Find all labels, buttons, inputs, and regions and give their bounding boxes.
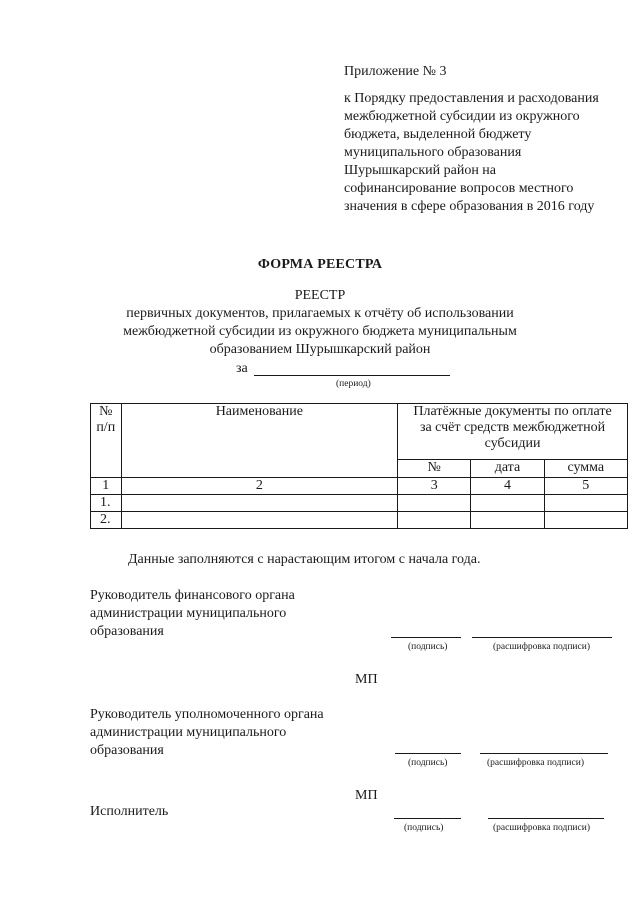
registry-line: межбюджетной субсидии из окружного бюджета муниципальным — [123, 324, 517, 339]
period-caption: (период) — [336, 379, 371, 389]
signature-line[interactable] — [391, 637, 461, 638]
annex-line: бюджета, выделенной бюджету — [344, 127, 532, 142]
period-field[interactable] — [254, 375, 450, 376]
annex-title: Приложение № 3 — [344, 64, 447, 79]
header-payment-line: Платёжные документы по оплате — [413, 404, 612, 419]
index-cell: 3 — [398, 478, 471, 495]
decoding-line[interactable] — [472, 637, 612, 638]
head-authorized-line: Руководитель уполномоченного органа — [90, 707, 324, 722]
header-name-cell — [121, 404, 398, 478]
index-cell: 5 — [544, 478, 627, 495]
row-cell-sum[interactable] — [544, 512, 627, 529]
row-number: 1. — [91, 495, 122, 512]
registry-heading-block — [60, 287, 580, 359]
row-cell-date[interactable] — [471, 512, 544, 529]
annex-block — [344, 63, 624, 216]
annex-line: значения в сфере образования в 2016 году — [344, 199, 595, 214]
row-cell-name[interactable] — [121, 495, 398, 512]
index-cell: 2 — [121, 478, 398, 495]
head-authorized-line: администрации муниципального — [90, 725, 287, 740]
decoding-caption: (расшифровка подписи) — [493, 642, 590, 652]
decoding-line[interactable] — [480, 753, 608, 754]
registry-line: образованием Шурышкарский район — [209, 342, 431, 357]
annex-line: Шурышкарский район на — [344, 163, 497, 178]
head-financial-line: образования — [90, 624, 164, 639]
decoding-caption: (расшифровка подписи) — [493, 823, 590, 833]
table-index-row — [91, 478, 628, 495]
table-row — [91, 512, 628, 529]
head-authorized-block — [90, 706, 324, 760]
header-num-cell — [91, 404, 122, 478]
head-financial-line: Руководитель финансового органа — [90, 588, 295, 603]
header-name: Наименование — [215, 404, 303, 419]
index-cell: 1 — [91, 478, 122, 495]
period-prefix: за — [236, 361, 248, 376]
seal-mark: МП — [355, 788, 378, 803]
signature-caption: (подпись) — [408, 642, 448, 652]
signature-line[interactable] — [395, 753, 461, 754]
head-financial-line: администрации муниципального — [90, 606, 287, 621]
header-doc-sum: сумма — [544, 460, 627, 478]
decoding-line[interactable] — [488, 818, 604, 819]
registry-heading: РЕЕСТР — [294, 288, 346, 303]
row-cell-name[interactable] — [121, 512, 398, 529]
header-num-line: № — [99, 404, 113, 419]
signature-line[interactable] — [394, 818, 461, 819]
header-payment-line: за счёт средств межбюджетной — [419, 420, 606, 435]
row-cell-date[interactable] — [471, 495, 544, 512]
registry-line: первичных документов, прилагаемых к отчёту об использовании — [126, 306, 514, 321]
header-num-line: п/п — [96, 420, 116, 435]
signature-caption: (подпись) — [404, 823, 444, 833]
annex-line: межбюджетной субсидии из окружного — [344, 109, 580, 124]
signature-caption: (подпись) — [408, 758, 448, 768]
fill-note: Данные заполняются с нарастающим итогом с начала года. — [128, 552, 481, 567]
row-number: 2. — [91, 512, 122, 529]
annex-line: муниципального образования — [344, 145, 522, 160]
annex-line: софинансирование вопросов местного — [344, 181, 574, 196]
seal-mark: МП — [355, 672, 378, 687]
registry-table — [90, 403, 628, 529]
header-doc-date: дата — [471, 460, 544, 478]
form-title: ФОРМА РЕЕСТРА — [257, 257, 383, 272]
row-cell-doc-no[interactable] — [398, 512, 471, 529]
header-payment-cell — [398, 404, 628, 460]
header-payment-line: субсидии — [484, 436, 541, 451]
head-financial-block — [90, 587, 295, 641]
row-cell-doc-no[interactable] — [398, 495, 471, 512]
row-cell-sum[interactable] — [544, 495, 627, 512]
header-doc-no: № — [398, 460, 471, 478]
table-row — [91, 495, 628, 512]
executor-label: Исполнитель — [90, 804, 169, 819]
decoding-caption: (расшифровка подписи) — [487, 758, 584, 768]
annex-line: к Порядку предоставления и расходования — [344, 91, 599, 106]
head-authorized-line: образования — [90, 743, 164, 758]
index-cell: 4 — [471, 478, 544, 495]
